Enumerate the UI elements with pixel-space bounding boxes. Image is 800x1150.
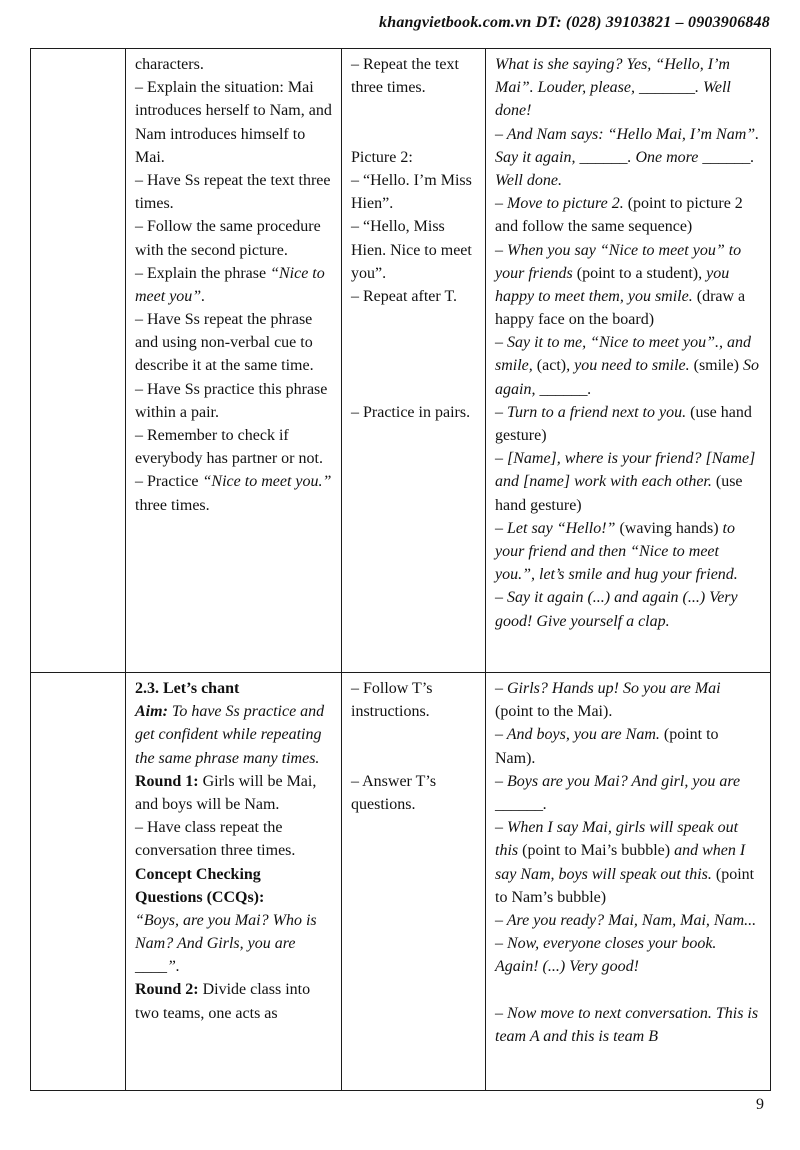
text-run: – Are you ready? Mai, Nam, Mai, Nam... bbox=[495, 911, 757, 929]
paragraph bbox=[135, 470, 332, 516]
paragraph bbox=[495, 331, 761, 401]
paragraph bbox=[135, 308, 332, 378]
paragraph bbox=[495, 770, 761, 816]
text-run: – Say it again (...) and again (...) Very good! Give yourself a clap. bbox=[495, 589, 738, 630]
paragraph bbox=[495, 932, 761, 978]
text-run: (use hand gesture) bbox=[495, 403, 752, 444]
paragraph bbox=[495, 192, 761, 238]
paragraph bbox=[495, 53, 761, 123]
text-run: characters. bbox=[135, 56, 204, 73]
paragraph bbox=[495, 909, 761, 932]
paragraph bbox=[351, 401, 476, 424]
text-run: – Now, everyone closes your book. Again! (...) Very good! bbox=[495, 935, 717, 976]
text-run: (point to the Mai). bbox=[495, 703, 613, 721]
paragraph bbox=[135, 677, 332, 700]
text-run: – Move to picture 2. bbox=[495, 195, 628, 213]
paragraph bbox=[495, 1002, 761, 1048]
text-run: – When you say “Nice to meet you” to your friends bbox=[495, 241, 742, 282]
lesson-table-body bbox=[31, 49, 771, 1091]
paragraph bbox=[495, 517, 761, 587]
text-run: – Practice in pairs. bbox=[351, 403, 471, 421]
text-run: , you happy to meet them, you smile. bbox=[495, 264, 730, 305]
paragraph bbox=[495, 723, 761, 769]
paragraph bbox=[351, 146, 476, 169]
paragraph bbox=[351, 53, 476, 99]
table-cell bbox=[486, 49, 771, 673]
page-number: 9 bbox=[756, 1096, 764, 1113]
paragraph bbox=[135, 863, 332, 909]
paragraph bbox=[135, 816, 332, 862]
paragraph bbox=[135, 424, 332, 470]
table-cell bbox=[486, 673, 771, 1091]
paragraph bbox=[135, 378, 332, 424]
text-run: and when I say Nam, boys will speak out this. bbox=[495, 842, 746, 883]
text-run: Girls will be Mai, and boys will be Nam. bbox=[135, 772, 317, 813]
text-run: To have Ss practice and get confident while repeating the same phrase many times. bbox=[135, 703, 325, 767]
paragraph bbox=[351, 169, 476, 215]
text-run: – Boys are you Mai? And girl, you are ______. bbox=[495, 772, 741, 813]
paragraph bbox=[495, 123, 761, 193]
paragraph bbox=[135, 262, 332, 308]
text-run: – When I say Mai, girls will speak out this bbox=[495, 819, 739, 860]
text-run: (smile) bbox=[693, 357, 739, 375]
text-run: – And boys, you are Nam. bbox=[495, 726, 664, 744]
text-run: – Follow the same procedure with the second picture. bbox=[135, 218, 321, 259]
text-run: (point to Mai’s bubble) bbox=[522, 842, 671, 860]
text-run: Picture 2: bbox=[351, 148, 413, 166]
text-run: – Have class repeat the conversation three times. bbox=[135, 819, 296, 860]
text-run: , you need to smile. bbox=[566, 357, 694, 375]
paragraph bbox=[351, 285, 476, 308]
text-run: – Have Ss repeat the phrase and using non-verbal cue to describe it at the same time. bbox=[135, 311, 314, 375]
table-cell bbox=[126, 49, 342, 673]
text-run: “Nice to meet you.” bbox=[202, 473, 332, 491]
paragraph bbox=[135, 215, 332, 261]
text-run: to your friend and then “Nice to meet you.”, let’s smile and hug your friend. bbox=[495, 519, 738, 584]
text-run: – “Hello. I’m Miss Hien”. bbox=[351, 171, 472, 213]
text-run: three times. bbox=[135, 496, 210, 514]
paragraph bbox=[495, 677, 761, 723]
text-run: – Turn to a friend next to you. bbox=[495, 403, 691, 421]
table-cell bbox=[126, 673, 342, 1091]
paragraph bbox=[135, 169, 332, 215]
text-run: “Boys, are you Mai? Who is Nam? And Girls, you are ____”. bbox=[135, 911, 317, 976]
text-run: – Explain the situation: Mai introduces herself to Nam, and Nam introduces himself to Mai. bbox=[135, 79, 332, 166]
table-cell bbox=[342, 673, 486, 1091]
text-run: (act) bbox=[536, 357, 567, 375]
table-cell bbox=[31, 673, 126, 1091]
paragraph bbox=[135, 76, 332, 169]
table-cell bbox=[31, 49, 126, 673]
text-run: So again, ______. bbox=[495, 357, 759, 398]
text-run: – Follow T’s instructions. bbox=[351, 680, 433, 721]
paragraph bbox=[351, 215, 476, 285]
text-run: – Remember to check if everybody has partner or not. bbox=[135, 427, 323, 468]
text-run: – Practice bbox=[135, 473, 203, 491]
text-run: (point to picture 2 and follow the same sequence) bbox=[495, 195, 743, 236]
text-run: – Say it to me, “Nice to meet you”., and smile, bbox=[495, 334, 751, 375]
paragraph bbox=[135, 770, 332, 816]
text-run: Divide class into two teams, one acts as bbox=[135, 981, 311, 1022]
paragraph bbox=[135, 909, 332, 979]
text-run: – “Hello, Miss Hien. Nice to meet you”. bbox=[351, 218, 472, 282]
paragraph bbox=[135, 978, 332, 1024]
text-run: 2.3. Let’s chant bbox=[135, 680, 240, 697]
text-run: – Answer T’s questions. bbox=[351, 772, 437, 813]
text-run: Aim: bbox=[135, 703, 172, 721]
paragraph bbox=[351, 677, 476, 723]
text-run: Round 1: bbox=[135, 772, 203, 790]
paragraph bbox=[495, 239, 761, 332]
text-run: – Have Ss practice this phrase within a pair. bbox=[135, 380, 328, 421]
paragraph bbox=[135, 700, 332, 770]
lesson-table bbox=[30, 48, 771, 1091]
text-run: (point to Nam’s bubble) bbox=[495, 865, 755, 906]
text-run: – [Name], where is your friend? [Name] and [name] work with each other. bbox=[495, 450, 756, 491]
paragraph bbox=[495, 401, 761, 447]
text-run: – Let say “Hello!” bbox=[495, 519, 620, 537]
text-run: (draw a happy face on the board) bbox=[495, 287, 746, 329]
text-run: Concept Checking Questions (CCQs): bbox=[135, 865, 265, 906]
text-run: – Explain the phrase bbox=[135, 264, 271, 282]
table-row bbox=[31, 49, 771, 673]
text-run: – Repeat after T. bbox=[351, 287, 458, 305]
text-run: – Have Ss repeat the text three times. bbox=[135, 171, 331, 213]
text-run: – Girls? Hands up! So you are Mai bbox=[495, 680, 721, 697]
text-run: What is she saying? Yes, “Hello, I’m Mai”. Louder, please, _______. Well done! bbox=[495, 56, 731, 120]
paragraph bbox=[495, 586, 761, 632]
table-cell bbox=[342, 49, 486, 673]
text-run: “Nice to meet you”. bbox=[135, 264, 325, 305]
page-header: khangvietbook.com.vn DT: (028) 39103821 – 0903906848 bbox=[379, 14, 770, 31]
paragraph bbox=[495, 816, 761, 909]
text-run: (waving hands) bbox=[619, 519, 719, 537]
text-run: – Now move to next conversation. This is team A and this is team B bbox=[495, 1004, 759, 1045]
text-run: (use hand gesture) bbox=[495, 473, 743, 514]
text-run: Round 2: bbox=[135, 981, 203, 999]
paragraph bbox=[135, 53, 332, 76]
text-run: – And Nam says: “Hello Mai, I’m Nam”. Say it again, ______. One more ______. Well done. bbox=[495, 125, 760, 189]
text-run: – Repeat the text three times. bbox=[351, 56, 459, 97]
text-run: (point to Nam). bbox=[495, 726, 719, 767]
paragraph bbox=[351, 770, 476, 816]
paragraph bbox=[495, 447, 761, 517]
text-run: (point to a student) bbox=[576, 264, 699, 282]
table-row bbox=[31, 673, 771, 1091]
